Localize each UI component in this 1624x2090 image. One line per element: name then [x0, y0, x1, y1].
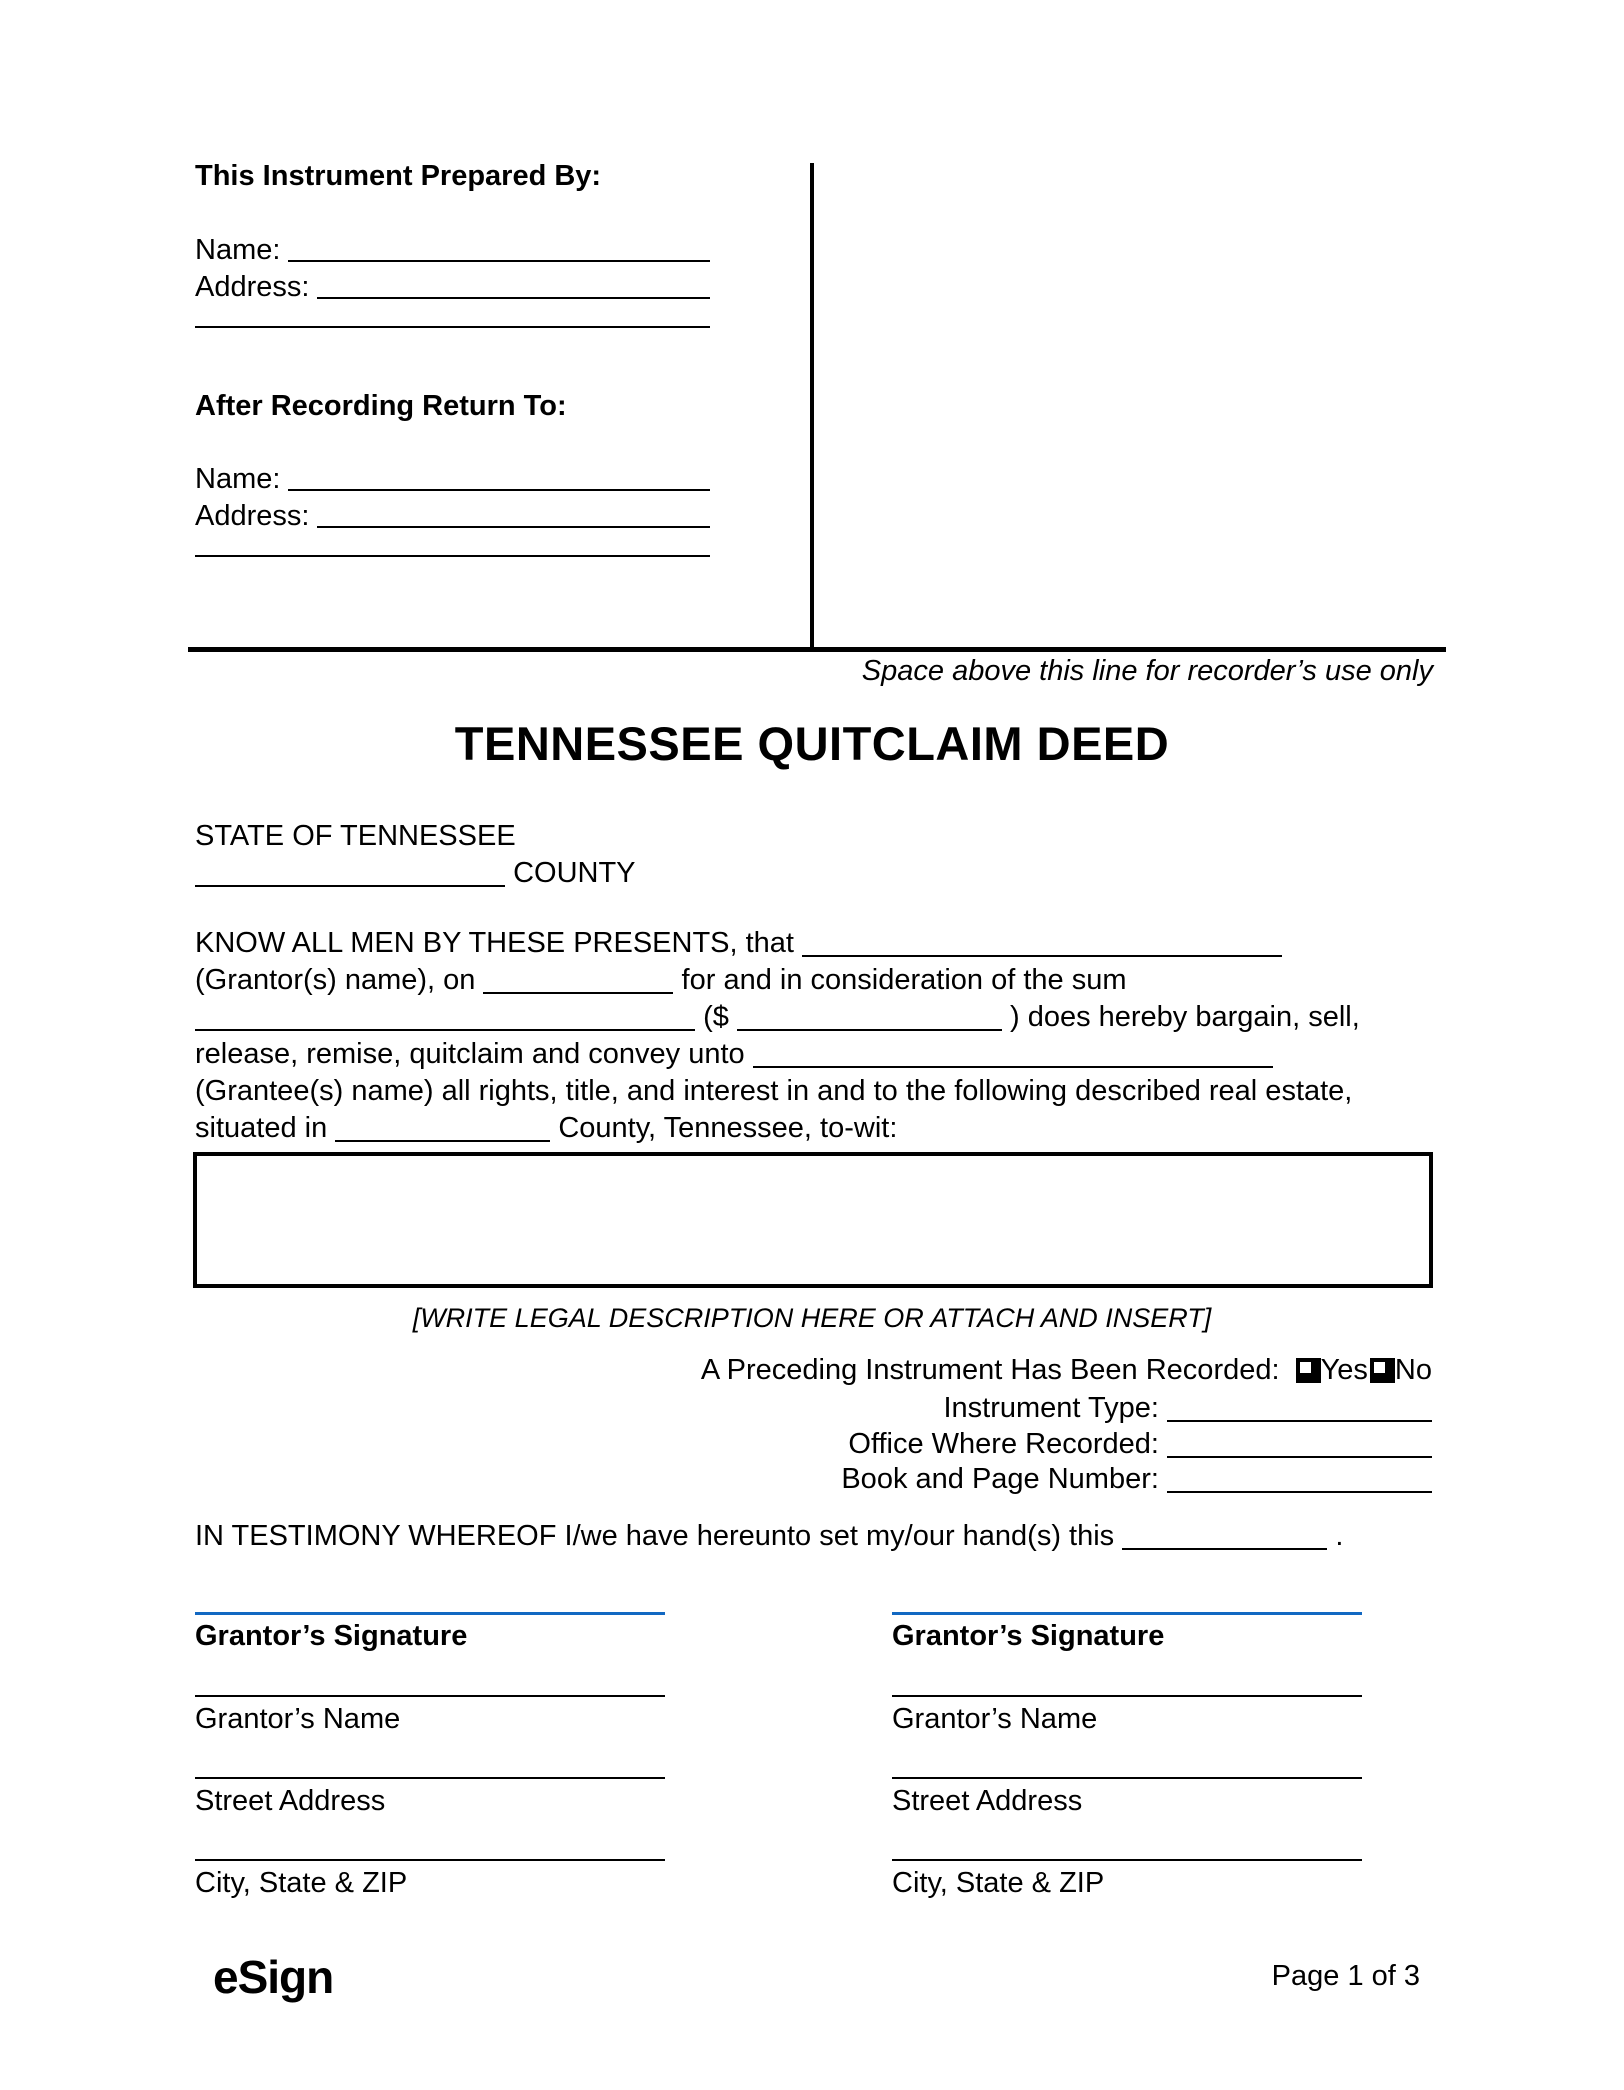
office-recorded-blank[interactable] — [1167, 1450, 1432, 1458]
street-address-blank-line-2[interactable] — [892, 1777, 1362, 1779]
grantor-name-blank-line-2[interactable] — [892, 1695, 1362, 1697]
return-to-address-row — [195, 499, 710, 533]
body-line-3 — [195, 999, 1360, 1036]
know-all-men-text: KNOW ALL MEN BY THESE PRESENTS, that — [195, 927, 794, 959]
book-page-label: Book and Page Number: — [841, 1463, 1159, 1495]
no-checkbox[interactable] — [1370, 1358, 1395, 1383]
legal-description-box[interactable] — [193, 1152, 1433, 1288]
esign-logo: eSign — [213, 1951, 334, 2003]
instrument-type-line — [943, 1390, 1432, 1427]
preceding-instrument-line — [701, 1352, 1432, 1389]
office-recorded-line — [848, 1426, 1432, 1463]
city-state-zip-blank-line-1[interactable] — [195, 1859, 665, 1861]
instrument-type-label: Instrument Type: — [943, 1392, 1159, 1424]
body-line-6 — [195, 1110, 897, 1147]
prepared-by-name-label: Name: — [195, 234, 281, 266]
signature-blank-line-1[interactable] — [195, 1612, 665, 1615]
preceding-instrument-label: A Preceding Instrument Has Been Recorded: — [700, 1354, 1280, 1386]
book-page-line — [841, 1461, 1432, 1498]
bargain-sell-text: ) does hereby bargain, sell, — [1009, 1001, 1360, 1033]
yes-checkbox-inner — [1300, 1362, 1311, 1373]
grantor-name-blank-line-1[interactable] — [195, 1695, 665, 1697]
return-to-name-label: Name: — [195, 463, 281, 495]
signature-label-1: Grantor’s Signature — [195, 1620, 468, 1652]
prepared-by-name-row — [195, 233, 710, 267]
body-line-5 — [195, 1073, 1352, 1110]
consideration-text: for and in consideration of the sum — [681, 964, 1127, 996]
grantor-signature-column-2 — [892, 1608, 1362, 1918]
street-address-label-2: Street Address — [892, 1785, 1083, 1817]
grantor-name-label-1: Grantor’s Name — [195, 1703, 401, 1735]
return-to-address-blank[interactable] — [317, 499, 710, 528]
legal-description-caption: [WRITE LEGAL DESCRIPTION HERE OR ATTACH AND INSERT] — [412, 1303, 1212, 1333]
street-address-label-1: Street Address — [195, 1785, 386, 1817]
return-to-name-blank[interactable] — [288, 462, 710, 491]
prepared-by-address-label: Address: — [195, 271, 310, 303]
testimony-date-blank[interactable] — [1122, 1542, 1327, 1550]
to-wit-text: County, Tennessee, to-wit: — [558, 1112, 898, 1144]
return-to-address-label: Address: — [195, 500, 310, 532]
yes-checkbox[interactable] — [1296, 1358, 1321, 1383]
return-to-address-blank-2[interactable] — [195, 529, 710, 557]
body-line-2 — [195, 962, 1126, 999]
signature-label-2: Grantor’s Signature — [892, 1620, 1165, 1652]
prepared-by-address-blank[interactable] — [317, 270, 710, 299]
county-line — [195, 855, 636, 892]
situated-county-blank[interactable] — [335, 1134, 550, 1142]
return-to-name-row — [195, 462, 710, 496]
street-address-blank-line-1[interactable] — [195, 1777, 665, 1779]
city-state-zip-blank-line-2[interactable] — [892, 1859, 1362, 1861]
dollar-paren-open: ($ — [703, 1001, 729, 1033]
recorder-note: Space above this line for recorder’s use only — [861, 655, 1433, 687]
instrument-type-blank[interactable] — [1167, 1414, 1432, 1422]
county-suffix: COUNTY — [513, 857, 636, 889]
no-checkbox-inner — [1374, 1362, 1385, 1373]
consideration-sum-words-blank[interactable] — [195, 1023, 695, 1031]
consideration-sum-amount-blank[interactable] — [737, 1023, 1002, 1031]
office-recorded-label: Office Where Recorded: — [848, 1428, 1159, 1460]
recorder-vertical-divider — [810, 163, 814, 649]
grantee-name-blank[interactable] — [753, 1060, 1273, 1068]
page-title: TENNESSEE QUITCLAIM DEED — [454, 717, 1170, 770]
prepared-by-heading: This Instrument Prepared By: — [195, 160, 602, 192]
page-indicator: Page 1 of 3 — [1271, 1960, 1420, 1992]
yes-label: Yes — [1320, 1354, 1368, 1386]
date-blank[interactable] — [483, 986, 673, 994]
county-blank[interactable] — [195, 879, 505, 887]
prepared-by-name-blank[interactable] — [288, 233, 710, 262]
city-state-zip-label-1: City, State & ZIP — [195, 1867, 408, 1899]
return-to-heading: After Recording Return To: — [195, 390, 567, 422]
testimony-period: . — [1335, 1520, 1344, 1552]
city-state-zip-label-2: City, State & ZIP — [892, 1867, 1105, 1899]
testimony-text: IN TESTIMONY WHEREOF I/we have hereunto set my/our hand(s) this — [195, 1520, 1115, 1552]
grantee-rights-text: (Grantee(s) name) all rights, title, and interest in and to the following described real estate, — [195, 1075, 1353, 1107]
grantors-name-caption: (Grantor(s) name), on — [195, 964, 476, 996]
body-line-4 — [195, 1036, 1273, 1073]
testimony-line — [195, 1518, 1343, 1555]
signature-blank-line-2[interactable] — [892, 1612, 1362, 1615]
recorder-horizontal-rule — [188, 647, 1446, 652]
grantor-signature-column-1 — [195, 1608, 665, 1918]
grantor-name-blank[interactable] — [802, 949, 1282, 957]
book-page-blank[interactable] — [1167, 1485, 1432, 1493]
grantor-name-label-2: Grantor’s Name — [892, 1703, 1098, 1735]
prepared-by-address-row — [195, 270, 710, 304]
convey-unto-text: release, remise, quitclaim and convey unto — [195, 1038, 745, 1070]
no-label: No — [1394, 1354, 1432, 1386]
situated-in-text: situated in — [195, 1112, 328, 1144]
body-line-1 — [195, 925, 1282, 962]
state-line: STATE OF TENNESSEE — [195, 820, 516, 852]
prepared-by-address-blank-2[interactable] — [195, 300, 710, 328]
